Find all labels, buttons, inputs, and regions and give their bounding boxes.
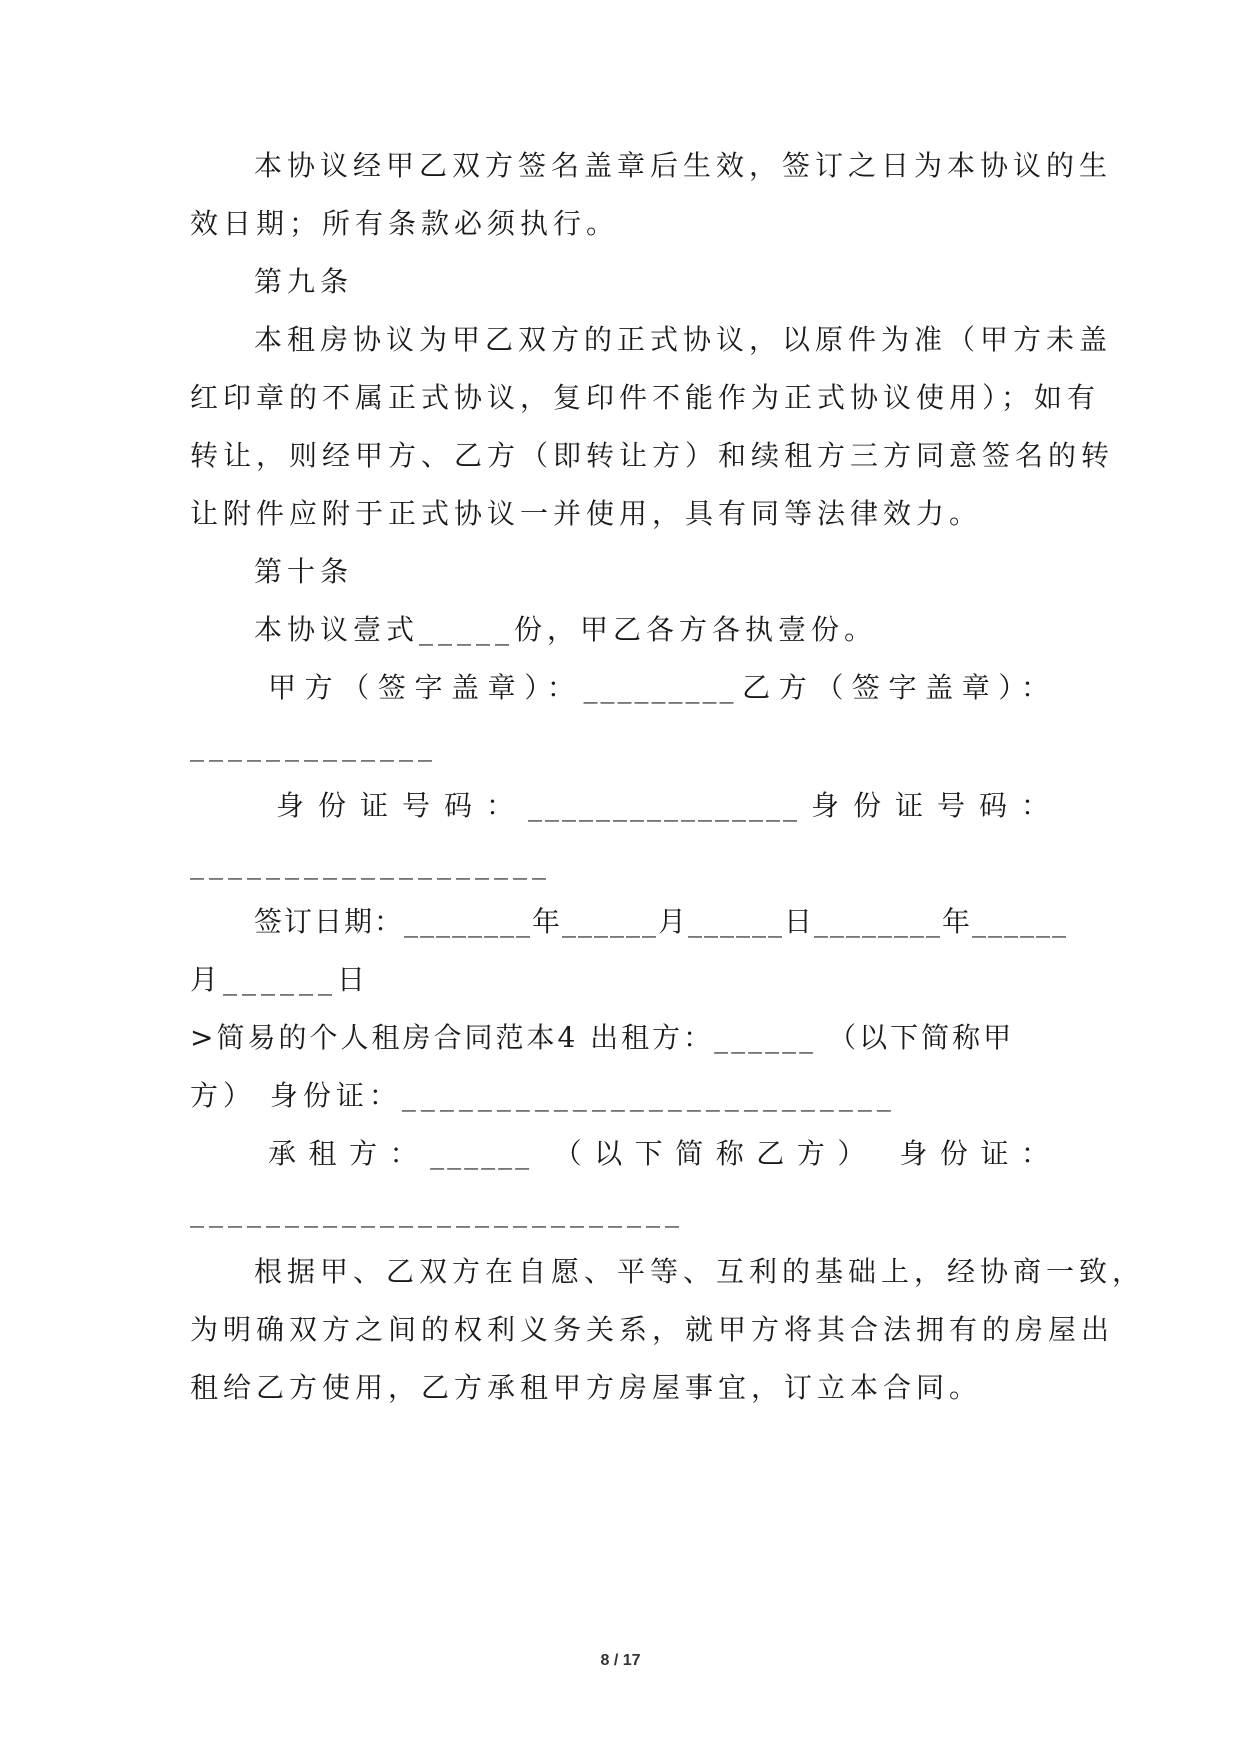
text-line: 根据甲、乙双方在自愿、平等、互利的基础上，经协商一致， [254, 1255, 1146, 1288]
text-line: 为明确双方之间的权利义务关系，就甲方将其合法拥有的房屋出 [190, 1313, 1115, 1346]
page-number: 8 / 17 [600, 1652, 641, 1669]
text-line: 红印章的不属正式协议，复印件不能作为正式协议使用）；如有 [190, 381, 1101, 414]
signature-blank: _____________ [190, 729, 437, 762]
text-line: 本协议壹式_____份，甲乙各方各执壹份。 [254, 613, 878, 646]
signing-date-line-cont: 月______日 [190, 963, 371, 996]
id-number-line: 身份证号码：________________身份证号码： [276, 789, 1052, 822]
id-number-blank: ___________________ [190, 847, 551, 880]
signing-date-line: 签订日期：________年______月______日________年______ [254, 905, 1069, 938]
text-line: 转让，则经甲方、乙方（即转让方）和续租方三方同意签名的转 [190, 439, 1115, 472]
text-line: 租给乙方使用，乙方承租甲方房屋事宜，订立本合同。 [190, 1371, 983, 1404]
text-line: 让附件应附于正式协议一并使用，具有同等法律效力。 [190, 497, 983, 530]
text-line: 本协议经甲乙双方签名盖章后生效，签订之日为本协议的生 [254, 149, 1113, 182]
signature-line-parties: 甲方（签字盖章）：_________乙方（签字盖章）： [268, 671, 1052, 704]
article-heading: 第十条 [254, 555, 354, 588]
lessee-line: 承租方：______ （以下简称乙方） 身份证： [268, 1137, 1052, 1170]
article-heading: 第九条 [254, 265, 354, 298]
lessee-id-blank: __________________________ [190, 1195, 684, 1228]
text-line: 本租房协议为甲乙双方的正式协议，以原件为准（甲方未盖 [254, 323, 1113, 356]
contract-title-line: >简易的个人租房合同范本4 出租方：______ （以下简称甲 [190, 1021, 1015, 1054]
text-line: 效日期；所有条款必须执行。 [190, 207, 620, 240]
lessor-id-line: 方） 身份证：__________________________ [190, 1079, 896, 1112]
